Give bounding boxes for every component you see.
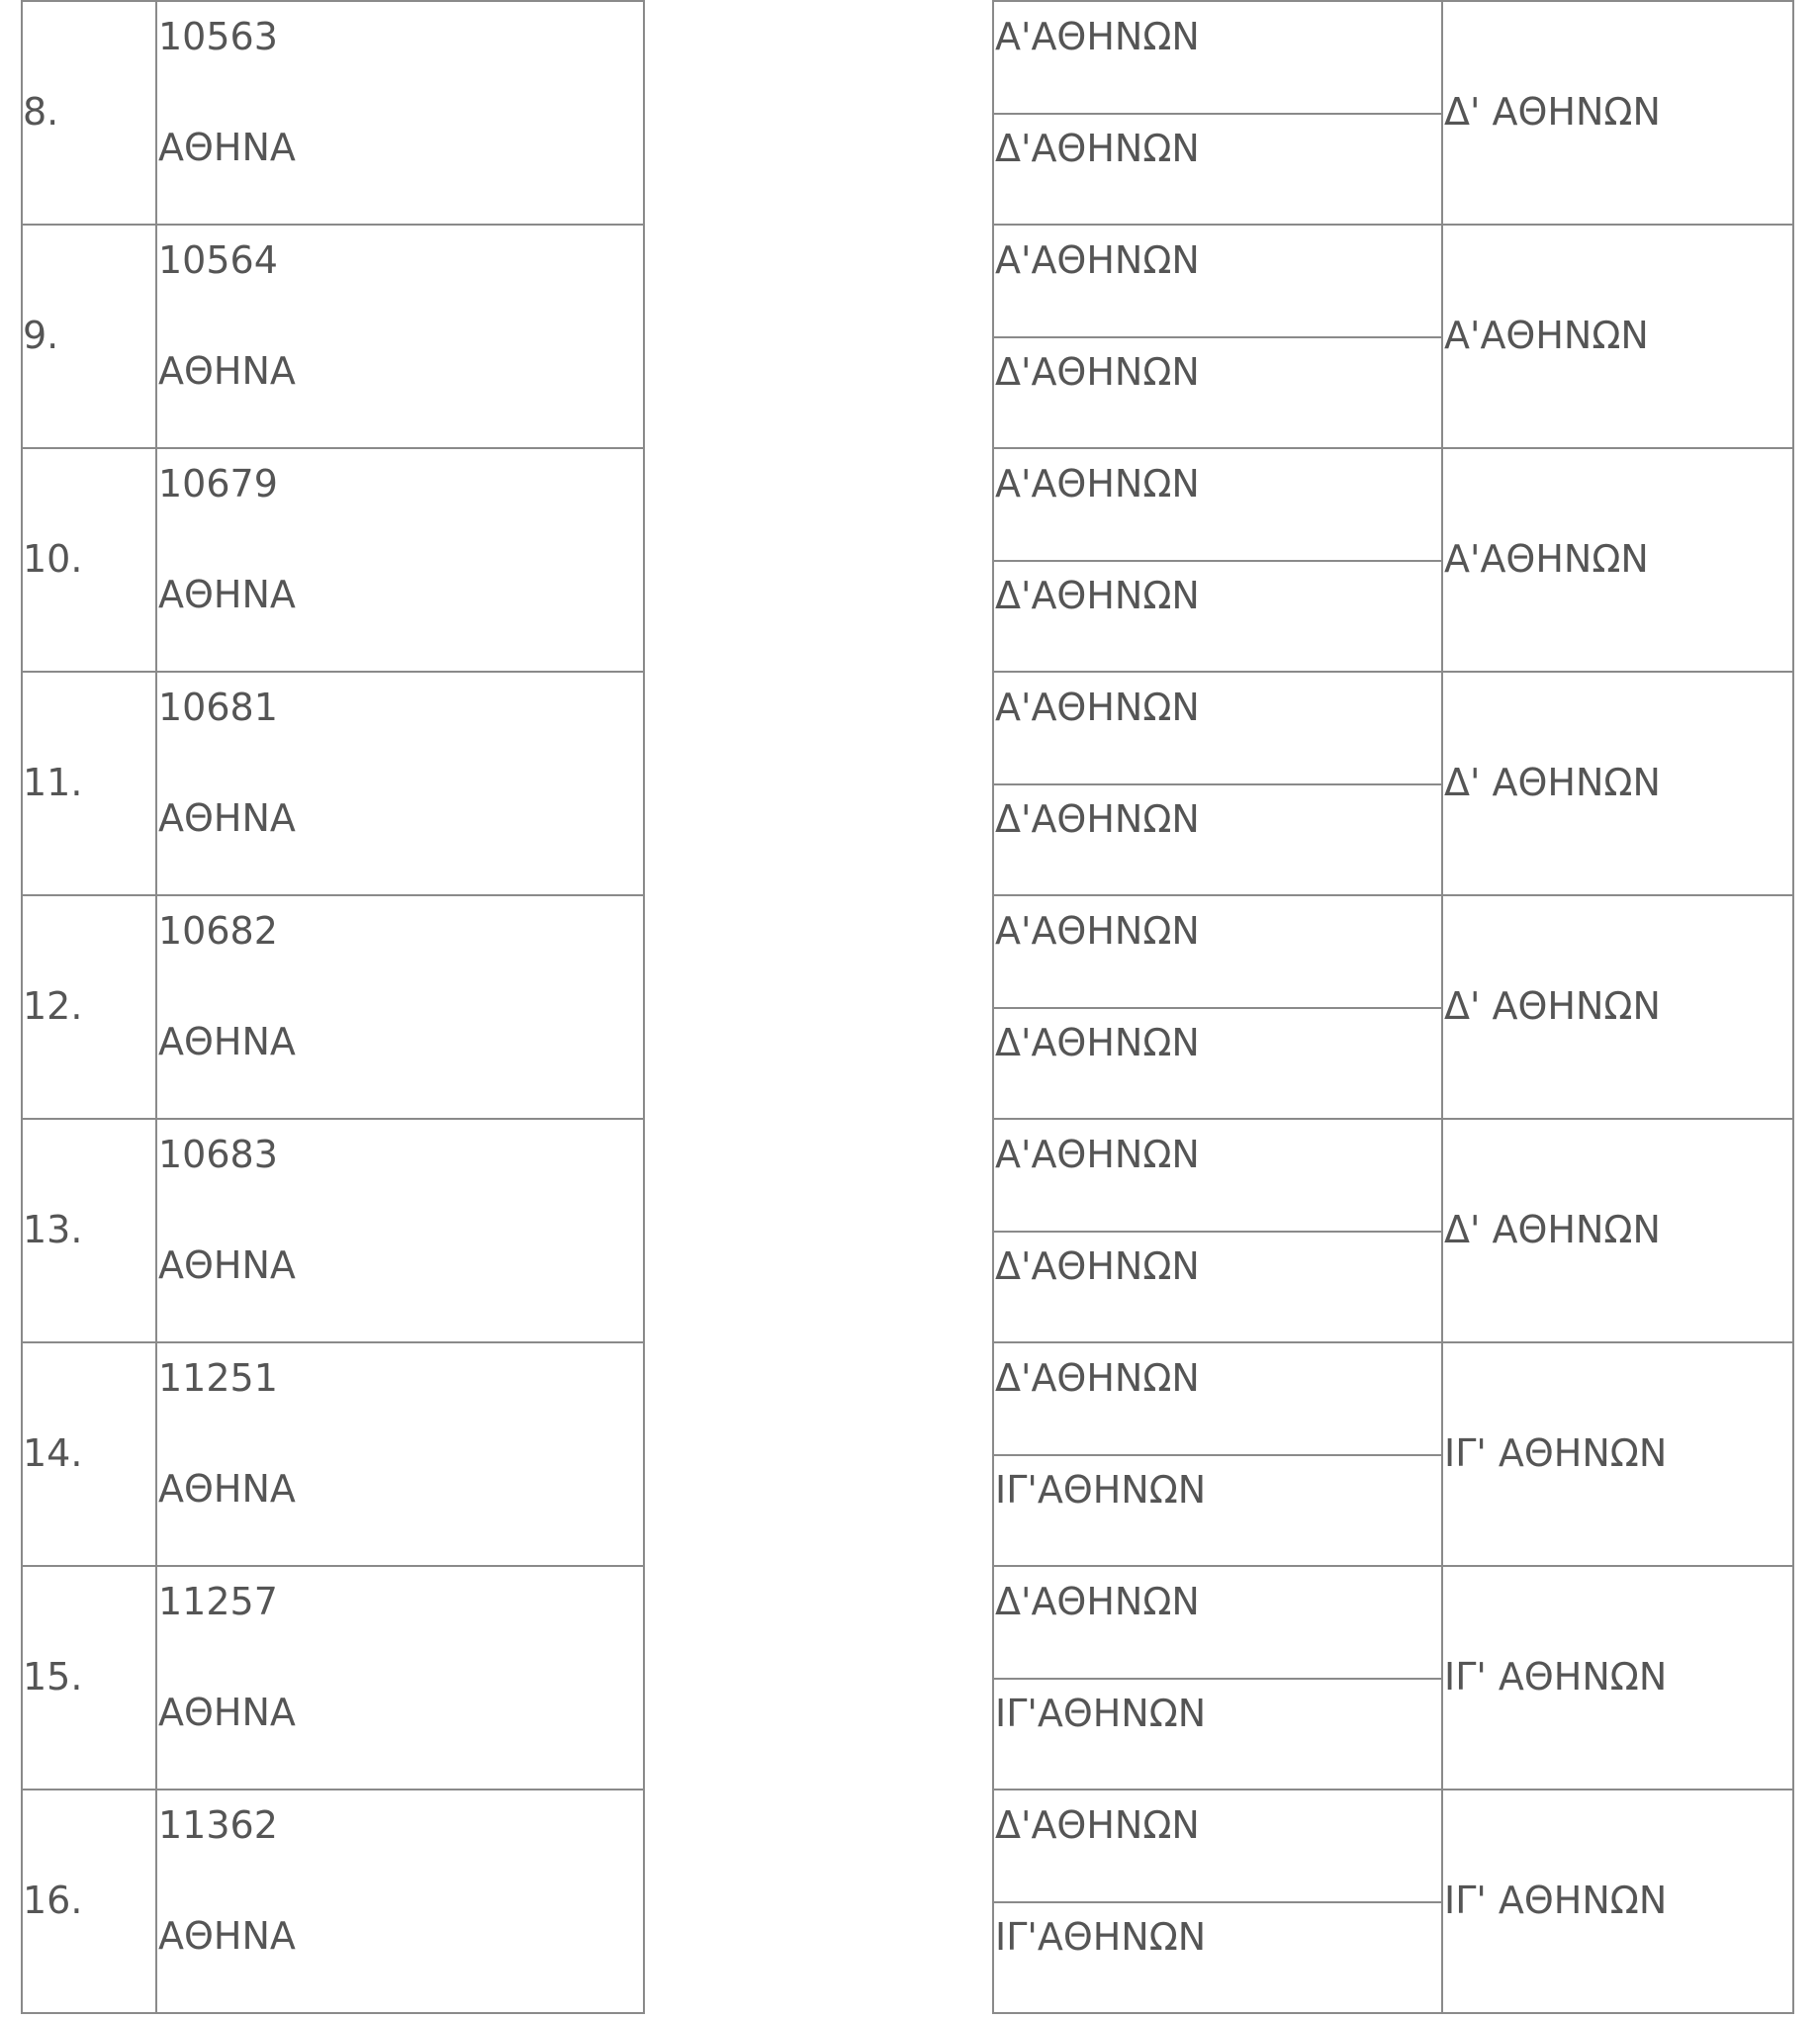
sub-office-bottom: Δ'ΑΘΗΝΩΝ	[995, 1244, 1200, 1288]
sub-office-bottom-cell	[992, 1232, 1443, 1343]
table-row	[0, 673, 1820, 896]
table-row	[0, 1567, 1820, 1790]
sub-office-top-cell	[992, 226, 1443, 338]
table-row	[0, 1120, 1820, 1343]
postal-code-cell	[155, 1120, 645, 1343]
sub-office-top-cell	[992, 673, 1443, 785]
city-name: ΑΘΗΝΑ	[158, 349, 296, 393]
sub-office-top: Δ'ΑΘΗΝΩΝ	[995, 1803, 1200, 1847]
city-name: ΑΘΗΝΑ	[158, 573, 296, 616]
assigned-office: Δ' ΑΘΗΝΩΝ	[1444, 1208, 1661, 1251]
city-name: ΑΘΗΝΑ	[158, 1020, 296, 1063]
postal-code-cell	[155, 226, 645, 449]
table-row	[0, 2, 1820, 226]
table-row	[0, 1790, 1820, 2014]
postal-code: 11251	[158, 1356, 278, 1400]
postal-code: 10681	[158, 686, 278, 729]
assigned-office-cell	[1441, 1790, 1794, 2014]
sub-office-top-cell	[992, 1120, 1443, 1233]
sub-office-bottom-cell	[992, 1902, 1443, 2014]
assigned-office: Α'ΑΘΗΝΩΝ	[1444, 314, 1649, 357]
sub-office-top-cell	[992, 1343, 1443, 1456]
sub-office-top: Δ'ΑΘΗΝΩΝ	[995, 1580, 1200, 1623]
row-number-cell	[21, 449, 156, 673]
row-number-cell	[21, 226, 156, 449]
sub-office-bottom: Δ'ΑΘΗΝΩΝ	[995, 350, 1200, 394]
sub-office-top: Α'ΑΘΗΝΩΝ	[995, 1133, 1200, 1176]
assigned-office: Α'ΑΘΗΝΩΝ	[1444, 537, 1649, 581]
sub-office-bottom: Δ'ΑΘΗΝΩΝ	[995, 127, 1200, 170]
sub-office-top: Δ'ΑΘΗΝΩΝ	[995, 1356, 1200, 1400]
sub-office-top: Α'ΑΘΗΝΩΝ	[995, 15, 1200, 58]
row-number: 14.	[23, 1431, 83, 1475]
city-name: ΑΘΗΝΑ	[158, 1691, 296, 1734]
assigned-office-cell	[1441, 896, 1794, 1120]
sub-office-top-cell	[992, 2, 1443, 115]
city-name: ΑΘΗΝΑ	[158, 126, 296, 169]
postal-code: 11257	[158, 1580, 278, 1623]
postal-code-cell	[155, 896, 645, 1120]
sub-office-top: Α'ΑΘΗΝΩΝ	[995, 686, 1200, 729]
assigned-office-cell	[1441, 1567, 1794, 1790]
postal-code-cell	[155, 1567, 645, 1790]
postal-code-cell	[155, 449, 645, 673]
postal-code-cell	[155, 2, 645, 226]
row-number-cell	[21, 673, 156, 896]
table-row	[0, 1343, 1820, 1567]
sub-office-bottom-cell	[992, 114, 1443, 226]
city-name: ΑΘΗΝΑ	[158, 1243, 296, 1287]
assigned-office-cell	[1441, 226, 1794, 449]
assigned-office-cell	[1441, 1120, 1794, 1343]
sub-office-bottom-cell	[992, 784, 1443, 896]
postal-code-cell	[155, 1343, 645, 1567]
sub-office-bottom: ΙΓ'ΑΘΗΝΩΝ	[995, 1692, 1207, 1735]
row-number-cell	[21, 2, 156, 226]
postal-code: 10563	[158, 15, 278, 58]
row-number-cell	[21, 896, 156, 1120]
assigned-office: ΙΓ' ΑΘΗΝΩΝ	[1444, 1879, 1668, 1922]
postal-code: 10564	[158, 238, 278, 282]
row-number: 8.	[23, 90, 59, 134]
assigned-office: Δ' ΑΘΗΝΩΝ	[1444, 90, 1661, 134]
row-number-cell	[21, 1343, 156, 1567]
sub-office-bottom-cell	[992, 1679, 1443, 1790]
city-name: ΑΘΗΝΑ	[158, 1914, 296, 1958]
postal-code: 10682	[158, 909, 278, 953]
sub-office-bottom-cell	[992, 337, 1443, 449]
sub-office-bottom: ΙΓ'ΑΘΗΝΩΝ	[995, 1915, 1207, 1959]
row-number: 15.	[23, 1655, 83, 1699]
sub-office-bottom-cell	[992, 1455, 1443, 1567]
row-number-cell	[21, 1790, 156, 2014]
table-row	[0, 896, 1820, 1120]
postal-code: 10679	[158, 462, 278, 505]
row-number: 13.	[23, 1208, 83, 1251]
sub-office-top: Α'ΑΘΗΝΩΝ	[995, 909, 1200, 953]
postal-code: 11362	[158, 1803, 278, 1847]
table-row	[0, 449, 1820, 673]
city-name: ΑΘΗΝΑ	[158, 796, 296, 840]
row-number-cell	[21, 1120, 156, 1343]
row-number: 10.	[23, 537, 83, 581]
row-number: 11.	[23, 761, 83, 804]
postal-code-cell	[155, 673, 645, 896]
assigned-office: Δ' ΑΘΗΝΩΝ	[1444, 984, 1661, 1028]
sub-office-bottom: Δ'ΑΘΗΝΩΝ	[995, 797, 1200, 841]
row-number-cell	[21, 1567, 156, 1790]
assigned-office: Δ' ΑΘΗΝΩΝ	[1444, 761, 1661, 804]
row-number: 16.	[23, 1879, 83, 1922]
sub-office-top-cell	[992, 1790, 1443, 1903]
table-row	[0, 226, 1820, 449]
sub-office-top: Α'ΑΘΗΝΩΝ	[995, 462, 1200, 505]
postal-code-cell	[155, 1790, 645, 2014]
row-number: 9.	[23, 314, 59, 357]
assigned-office-cell	[1441, 1343, 1794, 1567]
postal-code: 10683	[158, 1133, 278, 1176]
row-number: 12.	[23, 984, 83, 1028]
sub-office-bottom: Δ'ΑΘΗΝΩΝ	[995, 1021, 1200, 1064]
sub-office-bottom: ΙΓ'ΑΘΗΝΩΝ	[995, 1468, 1207, 1512]
sub-office-bottom-cell	[992, 1008, 1443, 1120]
sub-office-top-cell	[992, 449, 1443, 562]
sub-office-top-cell	[992, 1567, 1443, 1680]
assigned-office: ΙΓ' ΑΘΗΝΩΝ	[1444, 1431, 1668, 1475]
assigned-office: ΙΓ' ΑΘΗΝΩΝ	[1444, 1655, 1668, 1699]
assigned-office-cell	[1441, 449, 1794, 673]
sub-office-top: Α'ΑΘΗΝΩΝ	[995, 238, 1200, 282]
sub-office-top-cell	[992, 896, 1443, 1009]
sub-office-bottom: Δ'ΑΘΗΝΩΝ	[995, 574, 1200, 617]
city-name: ΑΘΗΝΑ	[158, 1467, 296, 1511]
assigned-office-cell	[1441, 673, 1794, 896]
assigned-office-cell	[1441, 2, 1794, 226]
sub-office-bottom-cell	[992, 561, 1443, 673]
